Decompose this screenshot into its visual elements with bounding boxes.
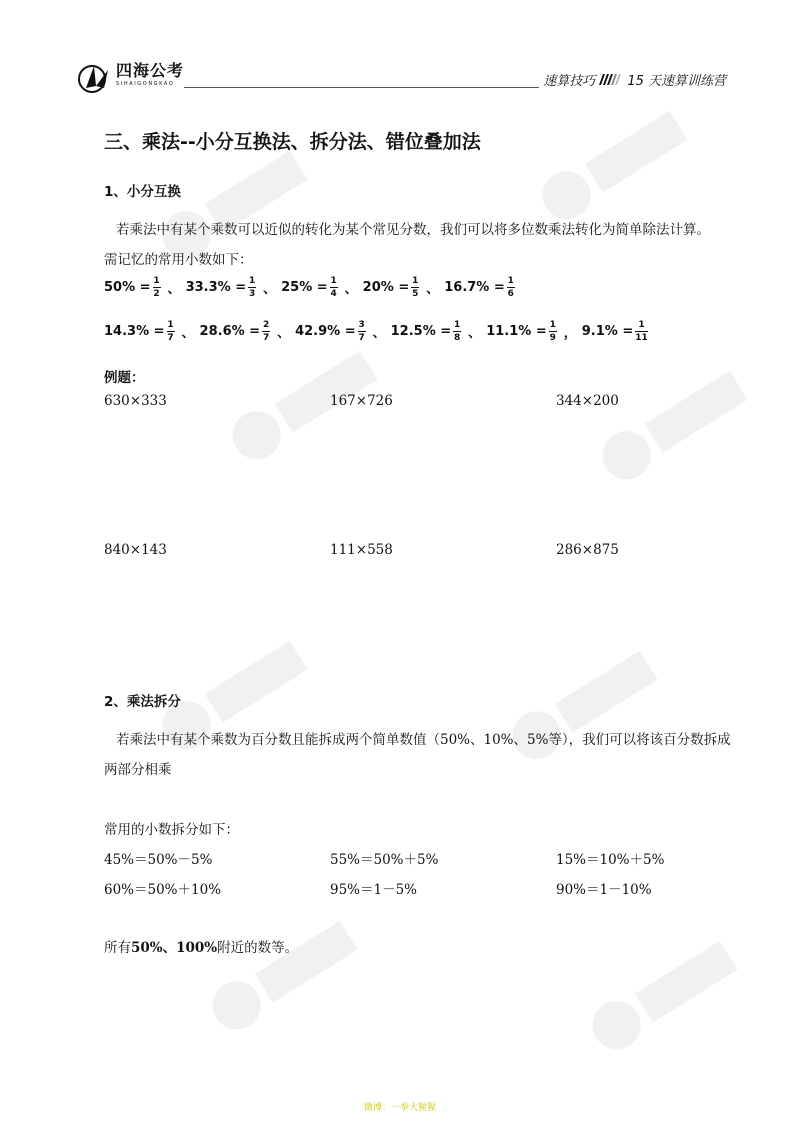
fraction-term xyxy=(104,276,186,299)
numerator: 1 xyxy=(638,320,645,330)
numerator: 2 xyxy=(262,320,270,330)
fraction-term xyxy=(200,320,296,343)
split-item: 60%＝50%＋10% xyxy=(104,882,222,898)
sail-logo-icon xyxy=(78,62,114,94)
slash-divider-icon xyxy=(601,74,621,85)
denominator: 3 xyxy=(248,289,256,299)
numerator: 1 xyxy=(412,276,419,286)
denominator: 8 xyxy=(454,333,461,343)
fraction-term xyxy=(104,320,200,343)
percent-value: 28.6% = xyxy=(199,324,261,339)
separator: 、 xyxy=(181,326,195,341)
fraction-term xyxy=(295,320,391,343)
fraction xyxy=(153,276,161,299)
numerator: 1 xyxy=(248,276,256,286)
note-values: 50%、100% xyxy=(131,940,218,956)
separator: ， xyxy=(563,326,577,341)
section-2-note xyxy=(104,936,298,956)
section-2-common: 常用的小数拆分如下： xyxy=(104,822,239,838)
fraction-term xyxy=(486,320,582,343)
percent-value: 11.1% = xyxy=(486,324,547,339)
example-item: 344×200 xyxy=(556,393,619,409)
percent-value: 9.1% = xyxy=(581,324,634,339)
section-heading-2: 2、乘法拆分 xyxy=(104,694,181,710)
fraction-term xyxy=(186,276,282,299)
numerator: 1 xyxy=(454,320,461,330)
fraction xyxy=(358,320,366,343)
fraction-term xyxy=(582,320,650,343)
fraction xyxy=(167,320,175,343)
fraction-bar xyxy=(248,287,256,288)
watermark-logo xyxy=(489,622,681,788)
section-heading-1: 1、小分互换 xyxy=(104,184,181,200)
page-footer: 微博：一拳大猩猩 xyxy=(363,1103,436,1113)
separator: 、 xyxy=(468,326,482,341)
brand-logo xyxy=(78,62,184,94)
page-header xyxy=(78,62,726,94)
fraction-row-2 xyxy=(104,320,650,343)
denominator: 7 xyxy=(167,333,174,343)
separator: 、 xyxy=(372,326,386,341)
example-item: 286×875 xyxy=(556,542,619,558)
section-1-intro: 若乘法中有某个乘数可以近似的转化为某个常见分数，我们可以将多位数乘法转化为简单除法计算。 xyxy=(116,222,710,238)
header-program: 15 天速算训练营 xyxy=(627,74,726,89)
watermark-logo xyxy=(569,912,761,1078)
fraction-term xyxy=(444,276,517,299)
fraction-term xyxy=(363,276,445,299)
denominator: 5 xyxy=(412,289,419,299)
denominator: 4 xyxy=(330,289,337,299)
separator: 、 xyxy=(426,282,440,297)
fraction-bar xyxy=(330,287,338,288)
fraction-term xyxy=(281,276,363,299)
fraction xyxy=(248,276,256,299)
section-1-memo: 需记忆的常用小数如下： xyxy=(104,252,253,268)
denominator: 7 xyxy=(358,333,365,343)
fraction xyxy=(635,320,648,343)
fraction-bar xyxy=(635,331,648,332)
split-item: 95%＝1－5% xyxy=(330,882,418,898)
split-item: 45%＝50%－5% xyxy=(104,852,213,868)
fraction-term xyxy=(391,320,487,343)
watermark-logo xyxy=(579,342,771,508)
separator: 、 xyxy=(263,282,277,297)
page-title: 三、乘法--小分互换法、拆分法、错位叠加法 xyxy=(104,131,481,153)
separator: 、 xyxy=(277,326,291,341)
separator: 、 xyxy=(167,282,181,297)
example-label: 例题： xyxy=(104,370,145,386)
percent-value: 20% = xyxy=(362,280,410,295)
denominator: 11 xyxy=(635,333,648,343)
header-course xyxy=(539,70,726,89)
percent-value: 25% = xyxy=(281,280,328,295)
fraction xyxy=(549,320,557,343)
numerator: 3 xyxy=(358,320,365,330)
watermark-logo xyxy=(189,892,381,1058)
note-prefix: 所有 xyxy=(104,940,131,956)
percent-value: 33.3% = xyxy=(185,280,247,295)
fraction xyxy=(330,276,338,299)
fraction xyxy=(453,320,461,343)
fraction-bar xyxy=(358,331,366,332)
denominator: 2 xyxy=(153,289,160,299)
numerator: 1 xyxy=(153,276,160,286)
fraction-bar xyxy=(262,331,270,332)
separator: 、 xyxy=(344,282,358,297)
numerator: 1 xyxy=(167,320,174,330)
section-2-intro-line-2: 两部分相乘 xyxy=(104,762,172,778)
percent-value: 14.3% = xyxy=(104,324,165,339)
header-topic: 速算技巧 xyxy=(543,74,596,89)
example-item: 630×333 xyxy=(104,393,167,409)
fraction xyxy=(262,320,270,343)
split-item: 15%＝10%＋5% xyxy=(556,852,665,868)
fraction-bar xyxy=(453,331,461,332)
denominator: 7 xyxy=(262,333,270,343)
fraction-bar xyxy=(507,287,515,288)
percent-value: 50% = xyxy=(104,280,151,295)
percent-value: 12.5% = xyxy=(390,324,452,339)
logo-english: SIHAIGONGKAO xyxy=(116,81,175,87)
fraction-bar xyxy=(167,331,175,332)
fraction xyxy=(507,276,515,299)
fraction-bar xyxy=(411,287,419,288)
logo-chinese: 四海公考 xyxy=(116,61,185,80)
fraction-row-1 xyxy=(104,276,517,299)
denominator: 9 xyxy=(549,333,556,343)
example-item: 167×726 xyxy=(330,393,393,409)
numerator: 1 xyxy=(549,320,556,330)
example-item: 111×558 xyxy=(330,542,393,558)
percent-value: 16.7% = xyxy=(444,280,505,295)
denominator: 6 xyxy=(507,289,514,299)
example-item: 840×143 xyxy=(104,542,167,558)
note-suffix: 附近的数等。 xyxy=(217,940,299,956)
fraction-bar xyxy=(153,287,161,288)
split-item: 90%＝1－10% xyxy=(556,882,652,898)
numerator: 1 xyxy=(330,276,337,286)
fraction-bar xyxy=(549,331,557,332)
section-2-intro-line-1: 若乘法中有某个乘数为百分数且能拆成两个简单数值（50%、10%、5%等），我们可以将该百分数拆成 xyxy=(116,732,731,748)
fraction xyxy=(411,276,419,299)
split-item: 55%＝50%＋5% xyxy=(330,852,439,868)
numerator: 1 xyxy=(507,276,514,286)
percent-value: 42.9% = xyxy=(295,324,356,339)
